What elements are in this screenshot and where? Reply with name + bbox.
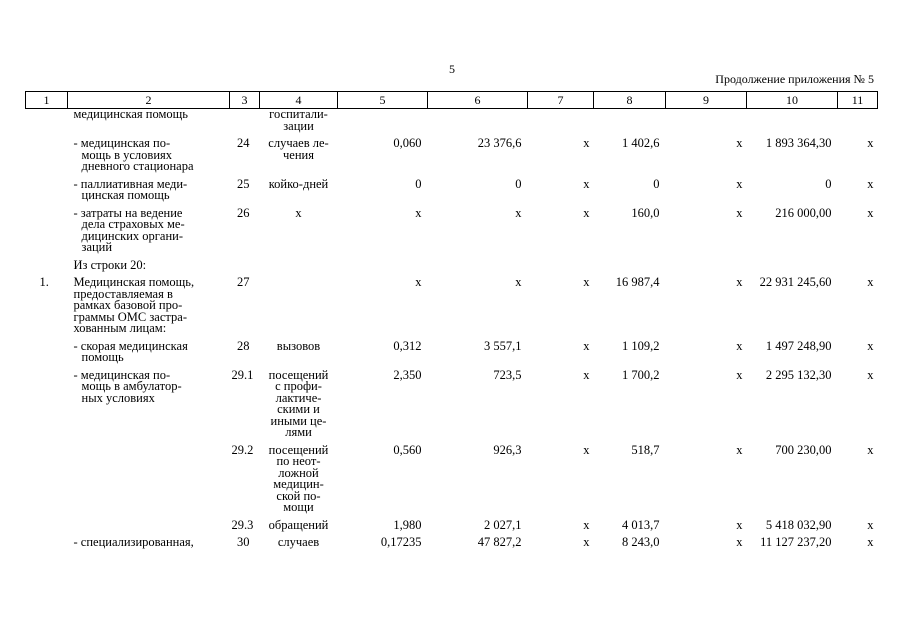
row-code: 27 xyxy=(237,275,250,289)
cell-col-7: х xyxy=(583,136,590,150)
unit-of-measure xyxy=(260,260,338,278)
cell-col-11: х xyxy=(867,205,874,220)
cell-col-7: х xyxy=(583,338,590,353)
cell-col-6: 47 827,2 xyxy=(477,535,522,549)
cell-col-11: х xyxy=(867,176,874,191)
cell-col-5: 0,312 xyxy=(393,338,422,353)
column-header-5: 5 xyxy=(338,92,428,109)
cell-col-11: х xyxy=(867,136,874,150)
item-number xyxy=(26,520,68,538)
item-name: - специализированная, xyxy=(73,535,194,549)
cell-col-11: х xyxy=(867,338,874,353)
cell-col-5 xyxy=(338,109,428,139)
table-row xyxy=(26,138,878,179)
column-header-10: 10 xyxy=(747,92,838,109)
cell-col-8: 16 987,4 xyxy=(615,275,660,289)
cell-col-8: 4 013,7 xyxy=(622,517,660,532)
item-name xyxy=(68,445,230,520)
cell-col-8: 1 109,2 xyxy=(622,338,660,353)
column-header-7: 7 xyxy=(528,92,594,109)
cell-col-11: х xyxy=(867,535,874,549)
cell-col-10: 2 295 132,30 xyxy=(765,367,832,382)
item-name: - медицинская по- мощь в амбулатор- ных условиях xyxy=(73,367,182,405)
column-header-2: 2 xyxy=(68,92,230,109)
column-header-9: 9 xyxy=(666,92,747,109)
cell-col-11: х xyxy=(867,275,874,289)
cell-col-8: 518,7 xyxy=(631,442,660,457)
cell-col-6: 3 557,1 xyxy=(484,338,522,353)
cell-col-9: х xyxy=(736,517,743,532)
row-code: 26 xyxy=(237,205,250,220)
cell-col-6: х xyxy=(515,275,522,289)
cell-col-5: х xyxy=(415,275,422,289)
table-row xyxy=(26,208,878,260)
cell-col-6: 23 376,6 xyxy=(477,136,522,150)
unit-of-measure: обращений xyxy=(268,517,329,532)
cell-col-10: 0 xyxy=(825,176,832,191)
item-name: - медицинская по- мощь в условиях дневного стационара xyxy=(73,136,194,173)
item-number xyxy=(26,370,68,445)
cell-col-9 xyxy=(666,260,747,278)
item-number xyxy=(26,179,68,208)
item-name: Медицинская помощь, предоставляемая в рамках базовой про- граммы ОМС застра- хованным лицам: xyxy=(73,275,195,335)
unit-of-measure: койко-дней xyxy=(268,176,329,191)
table-row xyxy=(26,277,878,341)
unit-of-measure xyxy=(260,277,338,341)
cell-col-9: х xyxy=(736,176,743,191)
cell-col-9: х xyxy=(736,338,743,353)
unit-of-measure: вызовов xyxy=(276,338,321,353)
item-name: - скорая медицинская помощь xyxy=(73,338,188,364)
cell-col-9: х xyxy=(736,136,743,150)
cell-col-5: 0,17235 xyxy=(380,535,422,549)
cell-col-10: 1 497 248,90 xyxy=(765,338,832,353)
row-code: 29.3 xyxy=(231,517,254,532)
data-table-container xyxy=(25,91,877,555)
header-row xyxy=(26,92,878,109)
item-number: 1. xyxy=(39,275,49,289)
table-row xyxy=(26,537,878,555)
item-name: Из строки 20: xyxy=(73,257,147,272)
item-name: медицинская помощь xyxy=(73,107,188,121)
unit-of-measure: х xyxy=(295,205,302,220)
cell-col-11: х xyxy=(867,367,874,382)
row-code: 29.2 xyxy=(231,442,254,457)
cell-col-7: х xyxy=(583,517,590,532)
cell-col-7: х xyxy=(583,442,590,457)
item-number xyxy=(26,208,68,260)
cell-col-5: 1,980 xyxy=(393,517,422,532)
cell-col-9: х xyxy=(736,367,743,382)
cell-col-5: 2,350 xyxy=(393,367,422,382)
data-table xyxy=(25,91,878,555)
table-row xyxy=(26,341,878,370)
cell-col-6 xyxy=(428,260,528,278)
cell-col-8 xyxy=(594,109,666,139)
cell-col-9: х xyxy=(736,442,743,457)
cell-col-8: 160,0 xyxy=(631,205,660,220)
row-code: 28 xyxy=(237,338,250,353)
cell-col-5: 0 xyxy=(415,176,422,191)
unit-of-measure: случаев xyxy=(277,535,320,549)
row-code: 30 xyxy=(237,535,250,549)
cell-col-9: х xyxy=(736,205,743,220)
cell-col-9 xyxy=(666,109,747,139)
cell-col-10: 216 000,00 xyxy=(775,205,832,220)
cell-col-5: 0,560 xyxy=(393,442,422,457)
page-number: 5 xyxy=(449,62,455,76)
cell-col-6: 926,3 xyxy=(493,442,522,457)
cell-col-9: х xyxy=(736,535,743,549)
cell-col-6: 723,5 xyxy=(493,367,522,382)
cell-col-5: х xyxy=(415,205,422,220)
cell-col-7: х xyxy=(583,367,590,382)
unit-of-measure: случаев ле- чения xyxy=(268,136,329,162)
item-name: - паллиативная меди- цинская помощь xyxy=(73,176,188,202)
cell-col-10: 22 931 245,60 xyxy=(759,275,832,289)
cell-col-7: х xyxy=(583,176,590,191)
row-code: 24 xyxy=(237,136,250,150)
unit-of-measure: посещений с профи- лактиче- скими и иными це- лями xyxy=(268,367,329,439)
column-header-8: 8 xyxy=(594,92,666,109)
cell-col-6 xyxy=(428,109,528,139)
item-number xyxy=(26,109,68,139)
cell-col-7 xyxy=(528,109,594,139)
cell-col-10: 5 418 032,90 xyxy=(765,517,832,532)
column-header-1: 1 xyxy=(26,92,68,109)
cell-col-6: 2 027,1 xyxy=(484,517,522,532)
cell-col-6: х xyxy=(515,205,522,220)
cell-col-5: 0,060 xyxy=(393,136,422,150)
cell-col-7: х xyxy=(583,275,590,289)
cell-col-11 xyxy=(838,109,878,139)
column-header-4: 4 xyxy=(260,92,338,109)
column-header-11: 11 xyxy=(838,92,878,109)
cell-col-7: х xyxy=(583,535,590,549)
table-body xyxy=(26,109,878,555)
row-code xyxy=(230,109,260,139)
table-row xyxy=(26,109,878,139)
cell-col-8: 1 700,2 xyxy=(622,367,660,382)
item-number xyxy=(26,445,68,520)
cell-col-8: 8 243,0 xyxy=(622,535,660,549)
cell-col-5 xyxy=(338,260,428,278)
cell-col-10: 700 230,00 xyxy=(775,442,832,457)
table-row xyxy=(26,445,878,520)
item-name: - затраты на ведение дела страховых ме- дицинских органи- заций xyxy=(73,205,185,254)
item-number xyxy=(26,341,68,370)
cell-col-11: х xyxy=(867,517,874,532)
cell-col-11: х xyxy=(867,442,874,457)
cell-col-10: 11 127 237,20 xyxy=(760,535,832,549)
column-header-3: 3 xyxy=(230,92,260,109)
continuation-label: Продолжение приложения № 5 xyxy=(715,72,874,86)
cell-col-10: 1 893 364,30 xyxy=(765,136,832,150)
table-row xyxy=(26,179,878,208)
row-code: 25 xyxy=(237,176,250,191)
item-number xyxy=(26,537,68,555)
cell-col-8: 0 xyxy=(653,176,660,191)
cell-col-9: х xyxy=(736,275,743,289)
cell-col-6: 0 xyxy=(515,176,522,191)
unit-of-measure: посещений по неот- ложной медицин- ской по- мощи xyxy=(268,442,329,514)
cell-col-8: 1 402,6 xyxy=(622,136,660,150)
cell-col-7: х xyxy=(583,205,590,220)
row-code: 29.1 xyxy=(231,367,254,382)
item-number xyxy=(26,138,68,179)
column-header-6: 6 xyxy=(428,92,528,109)
cell-col-10 xyxy=(747,109,838,139)
unit-of-measure: госпитали- зации xyxy=(269,107,328,133)
table-row xyxy=(26,370,878,445)
